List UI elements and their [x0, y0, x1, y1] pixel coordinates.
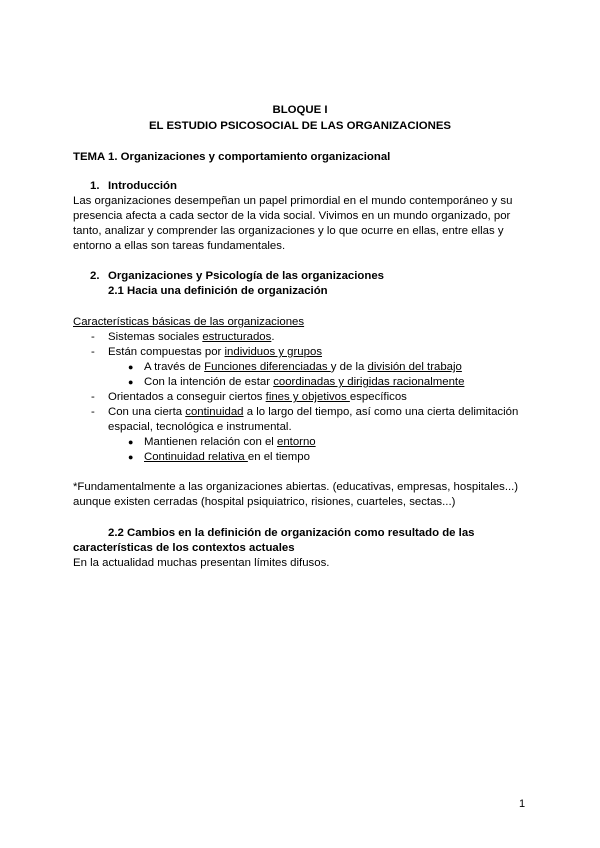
dash-marker: -: [91, 346, 95, 358]
bullet-marker: ●: [128, 362, 134, 372]
section1-title: Introducción: [108, 180, 177, 192]
paragraph-line: tanto, analizar y comprender las organizaciones y lo que ocurre en ellas, entre ellas y: [73, 225, 504, 237]
bloque-subtitle: EL ESTUDIO PSICOSOCIAL DE LAS ORGANIZACIONES: [148, 120, 452, 132]
dash-marker: -: [91, 391, 95, 403]
list-item: Con una cierta continuidad a lo largo del tiempo, así como una cierta delimitación: [108, 406, 519, 418]
paragraph-line: En la actualidad muchas presentan límites difusos.: [73, 557, 330, 569]
footnote-line: *Fundamentalmente a las organizaciones abiertas. (educativas, empresas, hospitales...): [73, 481, 519, 493]
section2-number: 2.: [90, 270, 100, 282]
characteristics-heading: Características básicas de las organizaciones: [73, 316, 305, 328]
paragraph-line: entorno a ellas son tareas fundamentales.: [73, 240, 286, 252]
sub-list-item: Continuidad relativa en el tiempo: [144, 451, 310, 463]
list-item: Sistemas sociales estructurados.: [108, 331, 275, 343]
footnote-line: aunque existen cerradas (hospital psiquiatrico, risiones, cuarteles, sectas...): [73, 496, 456, 508]
paragraph-line: Las organizaciones desempeñan un papel primordial en el mundo contemporáneo y su: [73, 195, 513, 207]
dash-marker: -: [91, 406, 95, 418]
sub-list-item: A través de Funciones diferenciadas y de la división del trabajo: [144, 361, 462, 373]
list-item: Orientados a conseguir ciertos fines y objetivos específicos: [108, 391, 407, 403]
section2-title: Organizaciones y Psicología de las organizaciones: [108, 270, 385, 282]
list-item: Están compuestas por individuos y grupos: [108, 346, 323, 358]
section1-number: 1.: [90, 180, 100, 192]
subsection-2-1-title: 2.1 Hacia una definición de organización: [108, 285, 328, 297]
subsection-2-2-title-cont: características de los contextos actuales: [73, 542, 295, 554]
sub-list-item: Con la intención de estar coordinadas y dirigidas racionalmente: [144, 376, 465, 388]
sub-list-item: Mantienen relación con el entorno: [144, 436, 316, 448]
dash-marker: -: [91, 331, 95, 343]
subsection-2-2-title: 2.2 Cambios en la definición de organización como resultado de las: [108, 527, 475, 539]
tema-title: TEMA 1. Organizaciones y comportamiento organizacional: [73, 151, 391, 163]
bullet-marker: ●: [128, 452, 134, 462]
paragraph-line: presencia afecta a cada sector de la vida social. Vivimos en un mundo organizado, por: [73, 210, 511, 222]
list-item-continuation: espacial, tecnológica e instrumental.: [108, 421, 292, 433]
bullet-marker: ●: [128, 437, 134, 447]
bloque-heading: BLOQUE I: [272, 104, 328, 116]
bullet-marker: ●: [128, 377, 134, 387]
page-number: 1: [519, 798, 526, 810]
